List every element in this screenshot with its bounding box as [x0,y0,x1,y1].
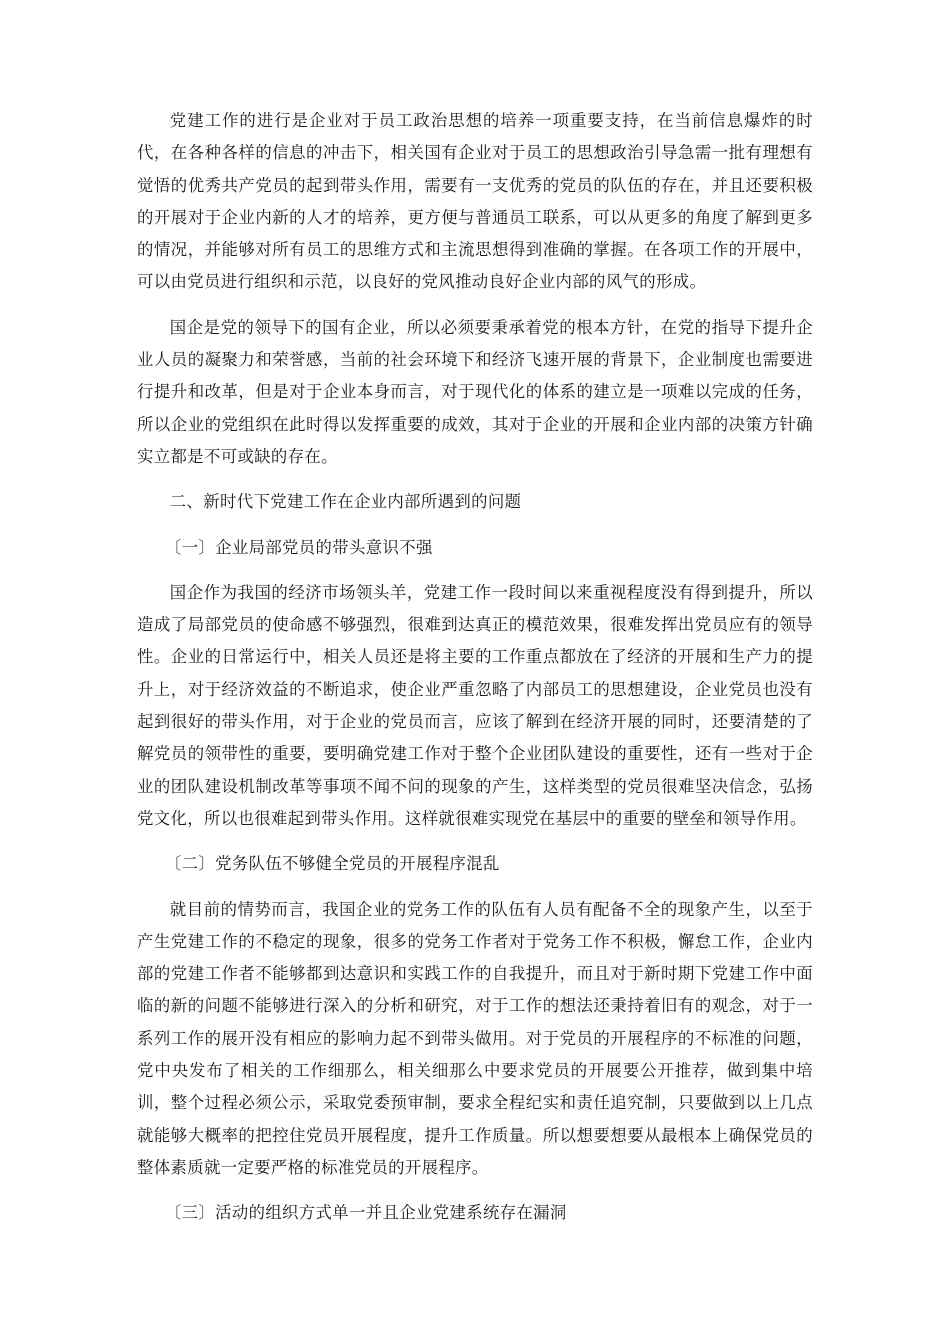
subheading-3: 〔三〕活动的组织方式单一并且企业党建系统存在漏洞 [164,1203,567,1223]
section-heading-problems: 二、新时代下党建工作在企业内部所遇到的问题 [169,492,522,512]
paragraph-state-enterprise: 国企是党的领导下的国有企业，所以必须要秉承着党的根本方针，在党的指导下提升企业人员的凝聚力和荣誉感，当前的社会环境下和经济飞速开展的背景下，企业制度也需要进行提升和改革，但是对于企业本身而言，对于现代化的体系的建立是一项难以完成的任务，所以企业的党组织在此时得以发挥重要的成效，其对于企业的开展和企业内部的决策方针确实立都是不可或缺的存在。 [137,317,813,466]
document-page [137,105,813,1243]
paragraph-party-building-importance: 党建工作的进行是企业对于员工政治思想的培养一项重要支持，在当前信息爆炸的时代，在各种各样的信息的冲击下，相关国有企业对于员工的思想政治引导急需一批有理想有觉悟的优秀共产党员的起到带头作用，需要有一支优秀的党员的队伍的存在，并且还要积极的开展对于企业内新的人才的培养，更方便与普通员工联系，可以从更多的角度了解到更多的情况，并能够对所有员工的思维方式和主流思想得到准确的掌握。在各项工作的开展中，可以由党员进行组织和示范，以良好的党风推动良好企业内部的风气的形成。 [137,111,813,292]
subheading-2: 〔二〕党务队伍不够健全党员的开展程序混乱 [164,854,500,874]
paragraph-subheading-1-body: 国企作为我国的经济市场领头羊，党建工作一段时间以来重视程度没有得到提升，所以造成了局部党员的使命感不够强烈，很难到达真正的模范效果，很难发挥出党员应有的领导性。企业的日常运行中，相关人员还是将主要的工作重点都放在了经济的开展和生产力的提升上，对于经济效益的不断追求，使企业严重忽略了内部员工的思想建设，企业党员也没有起到很好的带头作用，对于企业的党员而言，应该了解到在经济开展的同时，还要清楚的了解党员的领带性的重要，要明确党建工作对于整个企业团队建设的重要性，还有一些对于企业的团队建设机制改革等事项不闻不问的现象的产生，这样类型的党员很难坚决信念，弘扬党文化，所以也很难起到带头作用。这样就很难实现党在基层中的重要的壁垒和领导作用。 [137,582,813,828]
subheading-1: 〔一〕企业局部党员的带头意识不强 [164,537,433,557]
paragraph-subheading-2-body: 就目前的情势而言，我国企业的党务工作的队伍有人员有配备不全的现象产生，以至于产生党建工作的不稳定的现象，很多的党务工作者对于党务工作不积极，懈怠工作，企业内部的党建工作者不能够都到达意识和实践工作的自我提升，而且对于新时期下党建工作中面临的新的问题不能够进行深入的分析和研究，对于工作的想法还秉持着旧有的观念，对于一系列工作的展开没有相应的影响力起不到带头做用。对于党员的开展程序的不标准的问题，党中央发布了相关的工作细那么，相关细那么中要求党员的开展要公开推荐，做到集中培训，整个过程必须公示，采取党委预审制，要求全程纪实和责任追究制，只要做到以上几点就能够大概率的把控住党员开展程度，提升工作质量。所以想要想要从最根本上确保党员的整体素质就一定要严格的标准党员的开展程序。 [137,899,813,1177]
